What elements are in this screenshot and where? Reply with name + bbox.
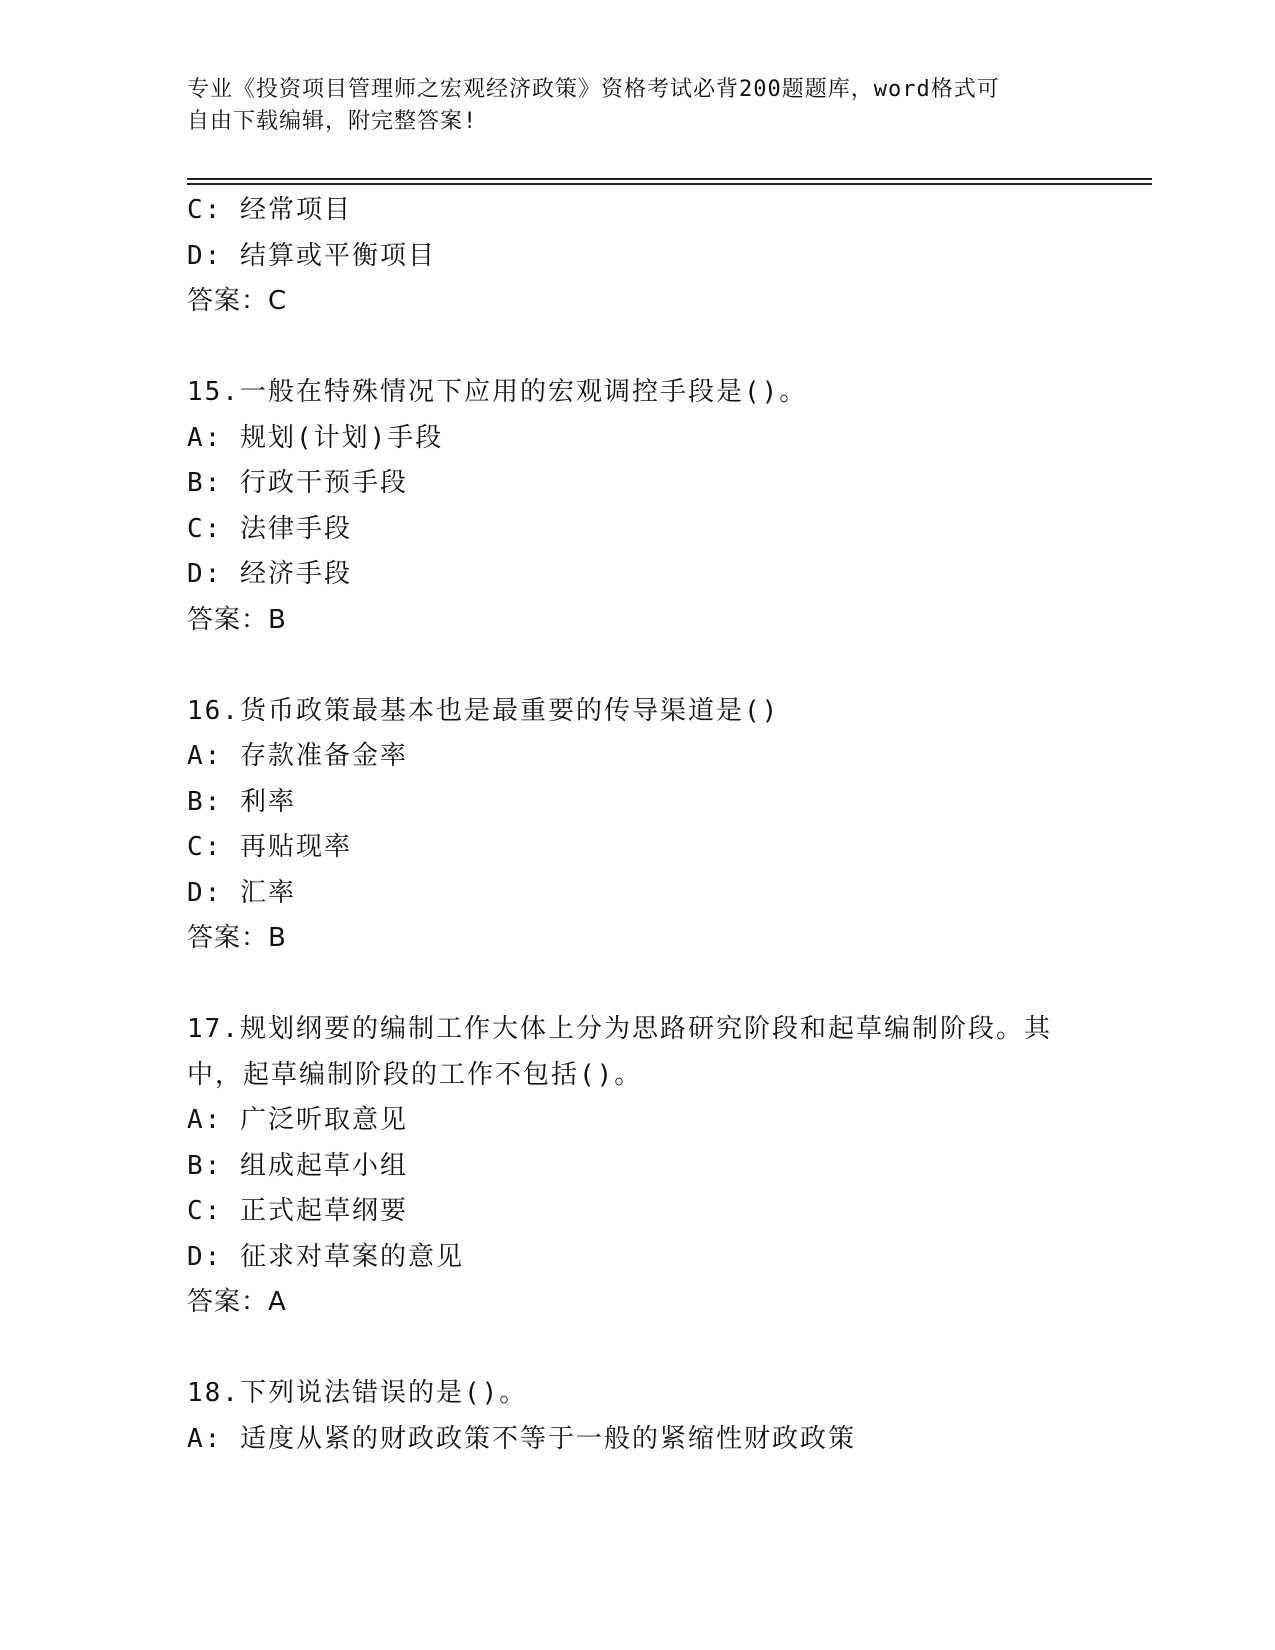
question-block-16 xyxy=(187,689,1087,962)
question-block-18 xyxy=(187,1371,1087,1462)
option-c: C: 法律手段 xyxy=(187,513,352,544)
question-text: 15.一般在特殊情况下应用的宏观调控手段是()。 xyxy=(187,377,808,407)
option-c: C: 经常项目 xyxy=(187,195,352,225)
header-line-1: 专业《投资项目管理师之宏观经济政策》资格考试必背200题题库，word格式可 xyxy=(187,77,1000,102)
question-block-15 xyxy=(187,370,1087,643)
document-header xyxy=(187,74,1067,138)
option-d: D: 征求对草案的意见 xyxy=(187,1241,464,1272)
question-text: 18.下列说法错误的是()。 xyxy=(187,1378,528,1408)
answer-line: 答案：B xyxy=(187,604,287,635)
spacer xyxy=(187,1326,1087,1372)
question-text-line-2: 中，起草编制阶段的工作不包括()。 xyxy=(187,1059,643,1090)
spacer xyxy=(187,325,1087,371)
option-d: D: 经济手段 xyxy=(187,559,352,589)
option-a: A: 适度从紧的财政政策不等于一般的紧缩性财政政策 xyxy=(187,1423,856,1454)
answer-line: 答案：B xyxy=(187,923,287,953)
header-rule-bottom xyxy=(187,183,1152,185)
answer-line: 答案：A xyxy=(187,1287,287,1317)
option-a: A: 存款准备金率 xyxy=(187,741,408,771)
option-d: D: 结算或平衡项目 xyxy=(187,240,436,271)
spacer xyxy=(187,962,1087,1008)
option-b: B: 行政干预手段 xyxy=(187,468,408,498)
option-a: A: 广泛听取意见 xyxy=(187,1105,408,1135)
header-rule-top xyxy=(187,178,1152,180)
question-block-17 xyxy=(187,1007,1087,1326)
question-block-14 xyxy=(187,188,1087,325)
option-c: C: 正式起草纲要 xyxy=(187,1196,408,1226)
option-a: A: 规划(计划)手段 xyxy=(187,422,444,453)
question-text: 16.货币政策最基本也是最重要的传导渠道是() xyxy=(187,695,780,726)
question-text-line-1: 17.规划纲要的编制工作大体上分为思路研究阶段和起草编制阶段。其 xyxy=(187,1014,1052,1044)
spacer xyxy=(187,643,1087,689)
answer-line: 答案：C xyxy=(187,286,288,316)
question-list xyxy=(187,188,1087,1462)
option-c: C: 再贴现率 xyxy=(187,832,352,862)
option-b: B: 组成起草小组 xyxy=(187,1150,408,1181)
option-b: B: 利率 xyxy=(187,786,296,817)
option-d: D: 汇率 xyxy=(187,877,296,908)
header-line-2: 自由下载编辑，附完整答案! xyxy=(187,109,478,134)
